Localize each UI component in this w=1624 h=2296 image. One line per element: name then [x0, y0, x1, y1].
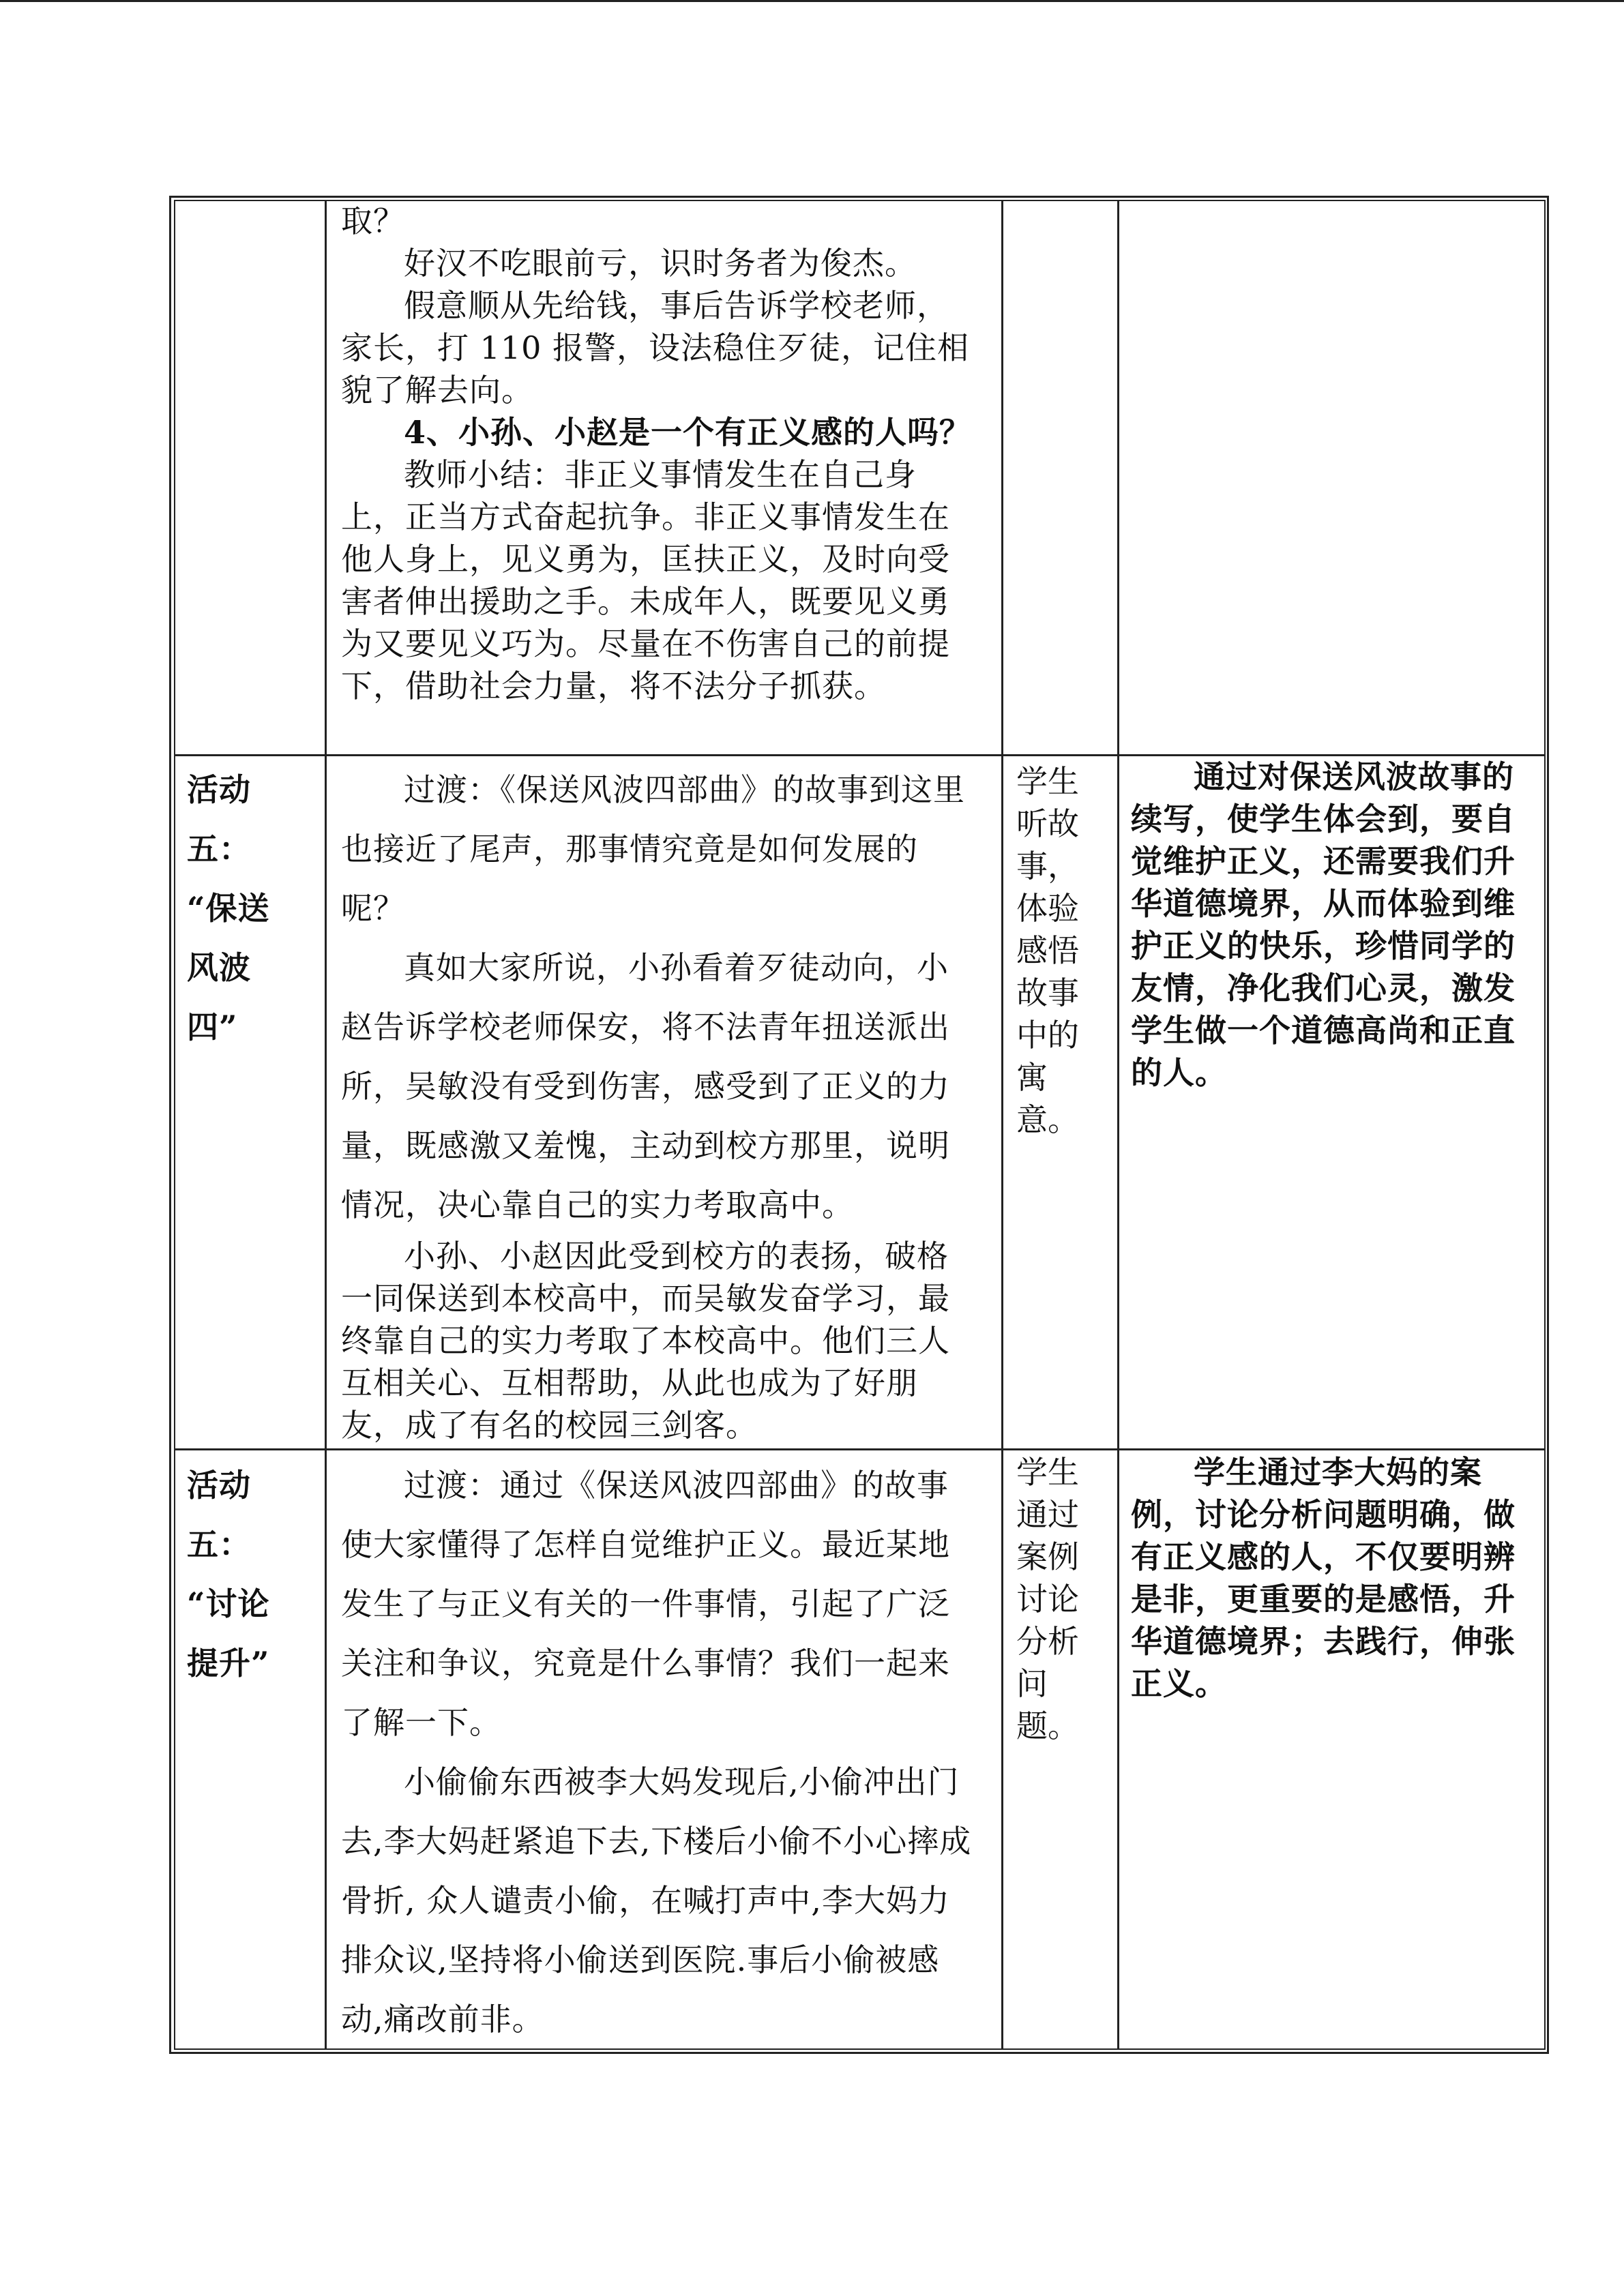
activity-label-line: 活动: [187, 771, 251, 808]
activity-label-line: 活动: [187, 1467, 251, 1504]
content-paragraph: 取？: [341, 203, 405, 239]
content-paragraph: 过渡：通过《保送风波四部曲》的故事使大家懂得了怎样自觉维护正义。最近某地发生了与正义有关的一件事情，引起了广泛关注和争议，究竟是什么事情？我们一起来了解一下。: [341, 1467, 950, 1741]
content-paragraph: 假意顺从先给钱，事后告诉学校老师，家长，打 110 报警，设法稳住歹徒，记住相貌了解去向。: [341, 287, 970, 408]
row-2-activity-label: [187, 760, 321, 1169]
activity-label-line: 五：: [187, 831, 251, 867]
activity-label-line: 风波: [187, 949, 251, 986]
row-2-content-cell: [341, 760, 975, 1446]
content-paragraph: 过渡：《保送风波四部曲》的故事到这里也接近了尾声，那事情究竟是如何发展的呢？: [341, 771, 965, 927]
content-question: 4、小孙、小赵是一个有正义感的人吗？: [404, 414, 972, 451]
column-divider-3: [1117, 200, 1119, 2050]
content-paragraph: 小孙、小赵因此受到校方的表扬，破格一同保送到本校高中，而吴敏发奋学习，最终靠自己的实力考取了本校高中。他们三人互相关心、互相帮助，从此也成为了好朋友，成了有名的校园三剑客。: [341, 1238, 950, 1444]
content-paragraph: 好汉不吃眼前亏，识时务者为俊杰。: [404, 245, 917, 282]
page-top-border: [0, 0, 1624, 2]
activity-label-line: “讨论: [187, 1585, 270, 1622]
student-activity-text: 学生听故事，体验感悟故事中的寓意。: [1016, 763, 1079, 1138]
content-paragraph: 小偷偷东西被李大妈发现后,小偷冲出门去,李大妈赶紧追下去,下楼后小偷不小心摔成骨折, 众人谴责小偷，在喊打声中,李大妈力排众议,坚持将小偷送到医院.事后小偷被感动,痛改前非。: [341, 1763, 972, 2038]
column-divider-2: [1001, 200, 1003, 2050]
row-3-objective: [1131, 1451, 1540, 1792]
row-divider-2: [174, 1448, 1546, 1450]
row-2-student-activity: [1016, 760, 1098, 1169]
row-1-content-cell: [341, 200, 975, 745]
activity-label-line: 五：: [187, 1526, 251, 1563]
activity-label-line: “保送: [187, 890, 270, 927]
objective-text: 通过对保送风波故事的续写，使学生体会到，要自觉维护正义，还需要我们升华道德境界，从而体验到维护正义的快乐，珍惜同学的友情，净化我们心灵，激发学生做一个道德高尚和正直的人。: [1131, 758, 1516, 1091]
activity-label-line: 四”: [187, 1009, 238, 1045]
row-3-content-cell: [341, 1456, 975, 2049]
column-divider-1: [325, 200, 327, 2050]
row-3-student-activity: [1016, 1451, 1098, 1792]
row-3-activity-label: [187, 1456, 321, 1797]
content-paragraph: 真如大家所说，小孙看着歹徒动向，小赵告诉学校老师保安，将不法青年扭送派出所，吴敏没有受到伤害，感受到了正义的力量，既感激又羞愧，主动到校方那里，说明情况，决心靠自己的实力考取高中。: [341, 949, 950, 1223]
teacher-summary: 教师小结：非正义事情发生在自己身上，正当方式奋起抗争。非正义事情发生在他人身上，见义勇为，匡扶正义，及时向受害者伸出援助之手。未成年人，既要见义勇为又要见义巧为。尽量在不伤害自己的前提下，借助社会力量，将不法分子抓获。: [341, 456, 950, 704]
activity-label-line: 提升”: [187, 1645, 270, 1682]
objective-text: 学生通过李大妈的案例，讨论分析问题明确，做有正义感的人，不仅要明辨是非，更重要的是感悟，升华道德境界；去践行，伸张正义。: [1131, 1454, 1516, 1702]
row-2-objective: [1131, 756, 1540, 1165]
student-activity-text: 学生通过案例讨论分析问题。: [1016, 1454, 1079, 1744]
